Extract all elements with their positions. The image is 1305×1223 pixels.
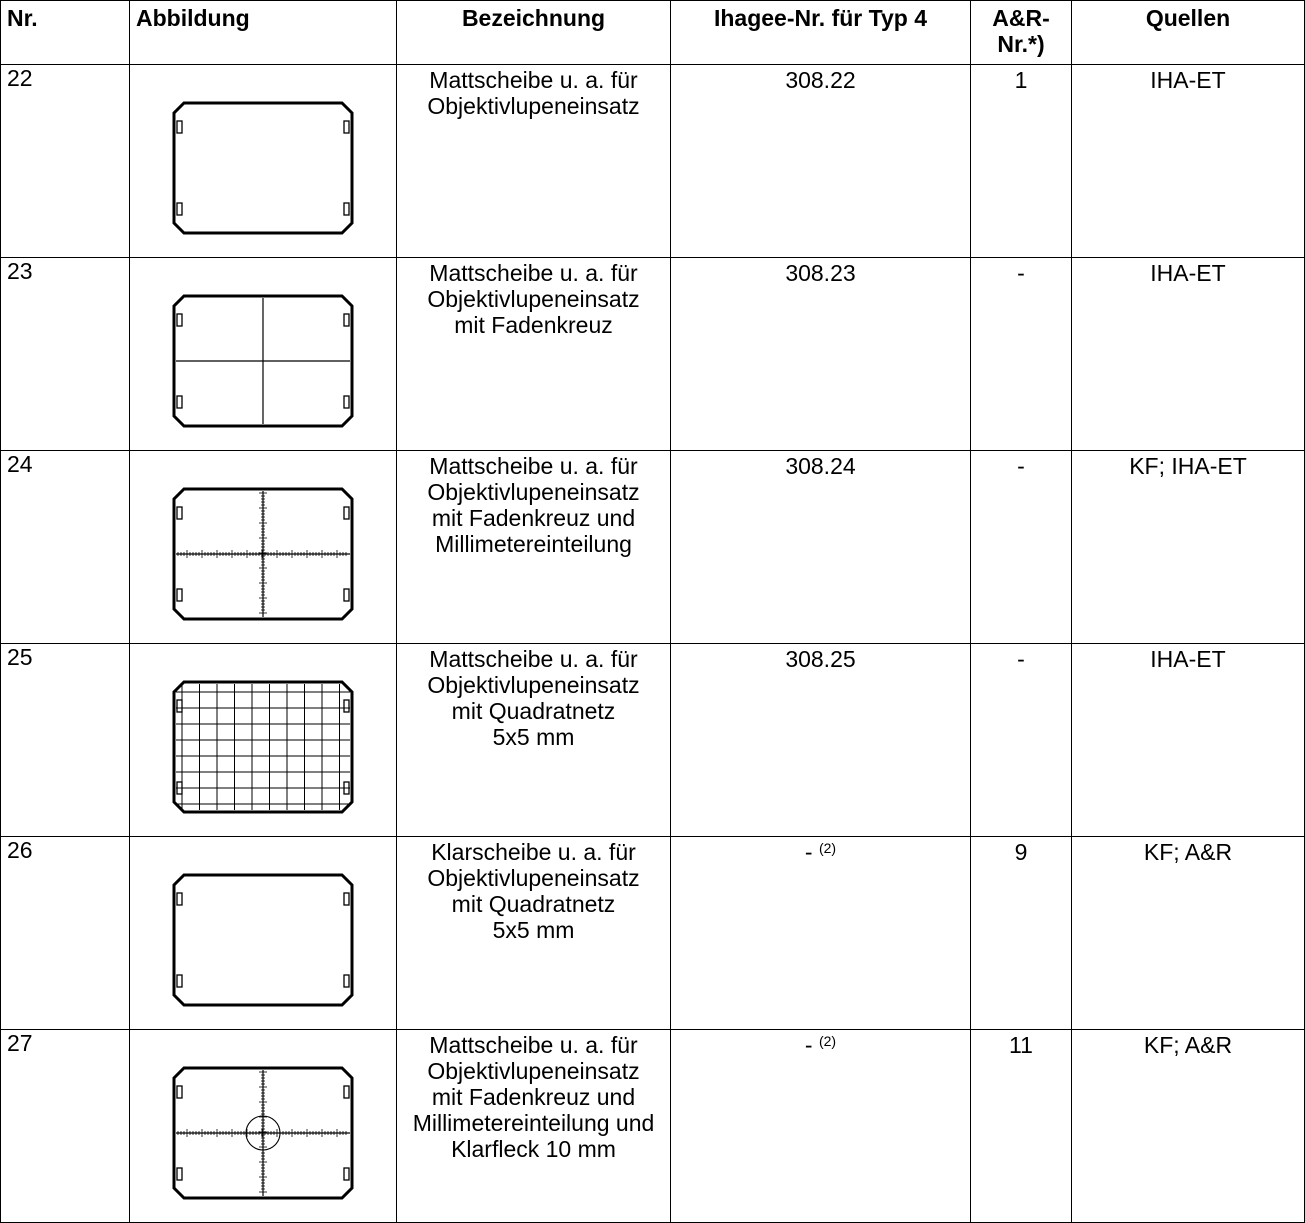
table-row	[1, 258, 1305, 451]
bezeichnung-line: mit Fadenkreuz und	[431, 505, 636, 531]
row-bezeichnung	[397, 644, 671, 837]
bezeichnung-line: Mattscheibe u. a. für	[429, 646, 638, 672]
row-nr: 25	[1, 644, 130, 837]
bezeichnung-line: Mattscheibe u. a. für	[429, 1032, 638, 1058]
row-ihagee-nr	[671, 65, 971, 258]
row-quellen: IHA-ET	[1072, 644, 1305, 837]
table-row	[1, 451, 1305, 644]
footnote-ref: (2)	[818, 1033, 837, 1049]
ihagee-value: 308.22	[785, 67, 856, 93]
row-nr: 26	[1, 837, 130, 1030]
row-ar-nr: 11	[971, 1030, 1072, 1223]
row-ar-nr: -	[971, 451, 1072, 644]
bezeichnung-line: Klarscheibe u. a. für	[431, 839, 636, 865]
header-ar-line2: Nr.*)	[997, 31, 1045, 57]
row-nr: 22	[1, 65, 130, 258]
plain-screen-icon	[170, 853, 356, 1018]
scaled-crosshair-screen-icon	[170, 467, 356, 632]
row-quellen: IHA-ET	[1072, 65, 1305, 258]
ihagee-value: -	[804, 1032, 819, 1058]
row-ar-nr: 9	[971, 837, 1072, 1030]
row-quellen: KF; A&R	[1072, 837, 1305, 1030]
row-ar-nr: 1	[971, 65, 1072, 258]
bezeichnung-line: 5x5 mm	[492, 724, 575, 750]
row-abbildung	[130, 65, 397, 258]
table-row	[1, 65, 1305, 258]
row-ihagee-nr	[671, 1030, 971, 1223]
bezeichnung-line: Mattscheibe u. a. für	[429, 453, 638, 479]
header-nr: Nr.	[1, 1, 130, 65]
bezeichnung-line: mit Fadenkreuz	[454, 312, 613, 338]
bezeichnung-line: 5x5 mm	[492, 917, 575, 943]
row-abbildung	[130, 451, 397, 644]
crosshair-screen-icon	[170, 274, 356, 439]
ihagee-value: 308.25	[785, 646, 856, 672]
row-abbildung	[130, 837, 397, 1030]
bezeichnung-line: mit Quadratnetz	[451, 891, 616, 917]
row-nr: 27	[1, 1030, 130, 1223]
row-quellen: KF; IHA-ET	[1072, 451, 1305, 644]
bezeichnung-line: Millimetereinteilung	[435, 531, 632, 557]
bezeichnung-line: Objektivlupeneinsatz	[427, 286, 640, 312]
bezeichnung-line: Mattscheibe u. a. für	[429, 260, 638, 286]
header-ar-nr	[971, 1, 1072, 65]
bezeichnung-line: Objektivlupeneinsatz	[427, 1058, 640, 1084]
header-ihagee-nr: Ihagee-Nr. für Typ 4	[671, 1, 971, 65]
row-abbildung	[130, 1030, 397, 1223]
bezeichnung-line: mit Fadenkreuz und	[431, 1084, 636, 1110]
bezeichnung-line: Objektivlupeneinsatz	[427, 479, 640, 505]
row-nr: 23	[1, 258, 130, 451]
bezeichnung-line: Mattscheibe u. a. für	[429, 67, 638, 93]
ihagee-value: -	[804, 839, 819, 865]
row-bezeichnung	[397, 451, 671, 644]
row-bezeichnung	[397, 258, 671, 451]
header-quellen: Quellen	[1072, 1, 1305, 65]
table-row	[1, 644, 1305, 837]
row-bezeichnung	[397, 65, 671, 258]
row-quellen: IHA-ET	[1072, 258, 1305, 451]
footnote-ref: (2)	[818, 840, 837, 856]
table-row	[1, 1030, 1305, 1223]
table-row	[1, 837, 1305, 1030]
bezeichnung-line: Millimetereinteilung und	[412, 1110, 655, 1136]
header-bezeichnung: Bezeichnung	[397, 1, 671, 65]
row-ihagee-nr	[671, 644, 971, 837]
plain-screen-icon	[170, 81, 356, 246]
row-ar-nr: -	[971, 258, 1072, 451]
bezeichnung-line: mit Quadratnetz	[451, 698, 616, 724]
clear-spot-crosshair-screen-icon	[170, 1046, 356, 1211]
row-ihagee-nr	[671, 258, 971, 451]
bezeichnung-line: Objektivlupeneinsatz	[427, 672, 640, 698]
bezeichnung-line: Objektivlupeneinsatz	[427, 865, 640, 891]
grid-screen-icon	[170, 660, 356, 825]
header-ar-line1: A&R-	[992, 5, 1050, 31]
ihagee-value: 308.23	[785, 260, 856, 286]
row-abbildung	[130, 644, 397, 837]
row-ar-nr: -	[971, 644, 1072, 837]
row-nr: 24	[1, 451, 130, 644]
row-abbildung	[130, 258, 397, 451]
header-abbildung: Abbildung	[130, 1, 397, 65]
ihagee-value: 308.24	[785, 453, 856, 479]
table-header-row	[1, 1, 1305, 65]
row-ihagee-nr	[671, 837, 971, 1030]
bezeichnung-line: Objektivlupeneinsatz	[427, 93, 640, 119]
row-quellen: KF; A&R	[1072, 1030, 1305, 1223]
row-bezeichnung	[397, 1030, 671, 1223]
row-bezeichnung	[397, 837, 671, 1030]
bezeichnung-line: Klarfleck 10 mm	[451, 1136, 616, 1162]
row-ihagee-nr	[671, 451, 971, 644]
